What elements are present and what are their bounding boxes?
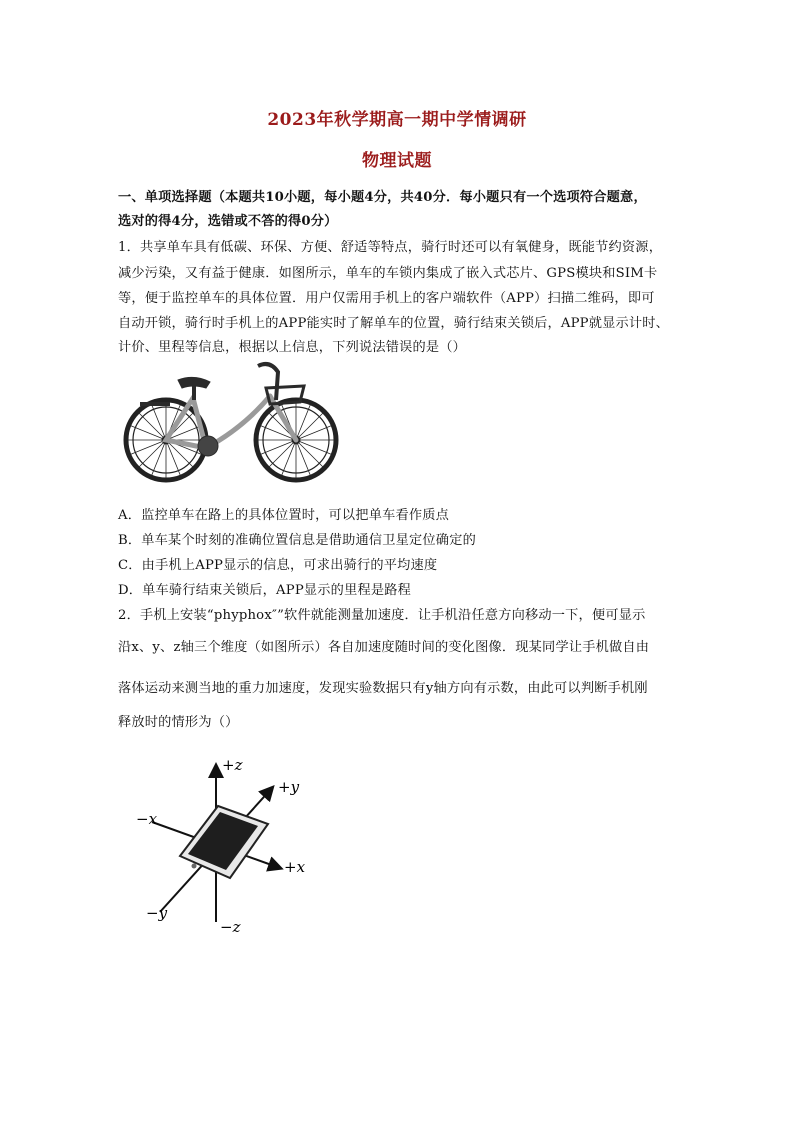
q2-stem-line: 落体运动来测当地的重力加速度，发现实验数据只有y轴方向有示数，由此可以判断手机刚 [118, 681, 648, 696]
axis-label-nx: −x [136, 810, 158, 828]
q2-stem-line: 沿x、y、z轴三个维度（如图所示）各自加速度随时间的变化图像．现某同学让手机做自由 [118, 640, 650, 655]
axis-label-pz: +z [222, 756, 243, 774]
subject-title: 物理试题 [362, 151, 432, 171]
section-heading-line1: 一、单项选择题（本题共10小题，每小题4分，共40分．每小题只有一个选项符合题意， [118, 190, 647, 205]
axis-label-px: +x [284, 858, 306, 876]
q1-stem-line: 减少污染，又有益于健康．如图所示，单车的车锁内集成了嵌入式芯片、GPS模块和SIM卡 [118, 266, 658, 281]
phone-body [180, 806, 268, 878]
q1-option-b: B．单车某个时刻的准确位置信息是借助通信卫星定位确定的 [118, 533, 476, 548]
q1-option-d: D．单车骑行结束关锁后，APP显示的里程是路程 [118, 583, 412, 598]
q1-option-a: A．监控单车在路上的具体位置时，可以把单车看作质点 [118, 508, 450, 523]
axis-label-py: +y [278, 778, 300, 796]
q1-option-c: C．由手机上APP显示的信息，可求出骑行的平均速度 [118, 558, 438, 573]
axis-label-ny: −y [146, 904, 168, 922]
section-heading-line2: 选对的得4分，选错或不答的得0分） [118, 214, 338, 229]
bicycle-figure [118, 358, 350, 488]
axis-label-nz: −z [220, 918, 241, 936]
q1-stem-line: 1．共享单车具有低碳、环保、方便、舒适等特点，骑行时还可以有氧健身，既能节约资源， [118, 240, 663, 255]
q1-stem-line: 等，便于监控单车的具体位置．用户仅需用手机上的客户端软件（APP）扫描二维码，即可 [118, 291, 655, 306]
q2-stem-line: 释放时的情形为（） [118, 715, 239, 730]
q1-stem-line: 自动开锁，骑行时手机上的APP能实时了解单车的位置，骑行结束关锁后，APP就显示计时、 [118, 316, 670, 331]
q2-stem-line: 2．手机上安装“phyphox″”软件就能测量加速度．让手机沿任意方向移动一下，便可显示 [118, 608, 646, 623]
phone-axes-figure [132, 752, 332, 937]
q1-stem-line: 计价、里程等信息，根据以上信息，下列说法错误的是（） [118, 340, 467, 355]
exam-title: 2023年秋学期高一期中学情调研 [267, 110, 527, 130]
